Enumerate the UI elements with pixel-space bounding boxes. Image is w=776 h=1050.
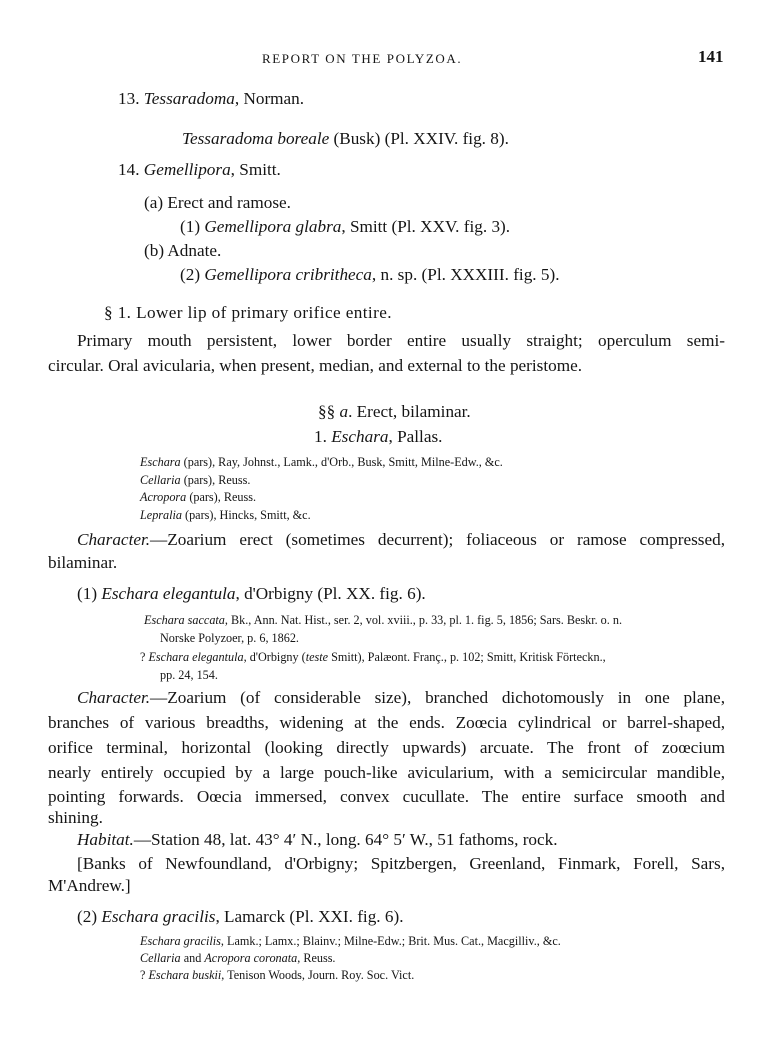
entry-14: 14. Gemellipora, Smitt. — [118, 160, 281, 179]
genus-character-line-2: bilaminar. — [48, 553, 118, 572]
species-2-reference: Cellaria and Acropora coronata, Reuss. — [140, 951, 336, 965]
genus-heading: 1. Eschara, Pallas. — [314, 427, 443, 446]
synonym-line: Cellaria (pars), Reuss. — [140, 473, 251, 487]
species-1-reference: ? Eschara elegantula, d'Orbigny (teste Smitt), Palæont. Franç., p. 102; Smitt, Kritisk Förteckn., — [140, 650, 606, 664]
species-2-reference: Eschara gracilis, Lamk.; Lamx.; Blainv.; Milne-Edw.; Brit. Mus. Cat., Macgilliv., &c. — [140, 934, 561, 948]
entry-13: 13. Tessaradoma, Norman. — [118, 89, 305, 108]
species-1-character-line: nearly entirely occupied by a large pouch-like avicularium, with a semicircular mandible, — [48, 763, 725, 782]
species-2-heading: (2) Eschara gracilis, Lamarck (Pl. XXI. fig. 6). — [77, 907, 404, 926]
species-1-character-line: shining. — [48, 808, 103, 827]
entry-14-2: (2) Gemellipora cribritheca, n. sp. (Pl. XXXIII. fig. 5). — [180, 265, 560, 284]
entry-14a: (a) Erect and ramose. — [144, 193, 291, 212]
section-1-desc-line-2: circular. Oral avicularia, when present, median, and external to the peristome. — [48, 356, 583, 375]
synonym-line: Acropora (pars), Reuss. — [140, 490, 256, 504]
synonym-line: Eschara (pars), Ray, Johnst., Lamk., d'Orb., Busk, Smitt, Milne-Edw., &c. — [140, 455, 503, 469]
species-2-reference: ? Eschara buskii, Tenison Woods, Journ. Roy. Soc. Vict. — [140, 968, 415, 982]
entry-14b: (b) Adnate. — [144, 241, 222, 260]
species-1-character-line: pointing forwards. Oœcia immersed, convex cucullate. The entire surface smooth and — [48, 787, 725, 806]
species-1-distribution-cont: M'Andrew.] — [48, 876, 131, 895]
running-header-title: REPORT ON THE POLYZOA. — [262, 51, 463, 66]
genus-character-line-1: Character.—Zoarium erect (sometimes decurrent); foliaceous or ramose compressed, — [77, 530, 725, 549]
species-1-reference: Eschara saccata, Bk., Ann. Nat. Hist., ser. 2, vol. xviii., p. 33, pl. 1. fig. 5, 1856; Sars. Beskr. o. n. — [144, 613, 623, 627]
species-1-heading: (1) Eschara elegantula, d'Orbigny (Pl. XX. fig. 6). — [77, 584, 426, 603]
subsection-heading: §§ a. Erect, bilaminar. — [318, 402, 471, 421]
species-1-reference-cont: Norske Polyzoer, p. 6, 1862. — [160, 631, 299, 645]
species-1-habitat: Habitat.—Station 48, lat. 43° 4′ N., long. 64° 5′ W., 51 fathoms, rock. — [77, 830, 558, 849]
species-1-reference-cont: pp. 24, 154. — [160, 668, 218, 682]
page-number: 141 — [698, 47, 724, 66]
synonym-line: Lepralia (pars), Hincks, Smitt, &c. — [140, 508, 311, 522]
species-1-character-line: Character.—Zoarium (of considerable size), branched dichotomously in one plane, — [77, 688, 725, 707]
species-1-distribution: [Banks of Newfoundland, d'Orbigny; Spitzbergen, Greenland, Finmark, Forell, Sars, — [77, 854, 725, 873]
section-1-desc-line-1: Primary mouth persistent, lower border entire usually straight; operculum semi- — [77, 331, 725, 350]
section-1-heading: § 1. Lower lip of primary orifice entire. — [104, 303, 392, 322]
species-1-character-line: orifice terminal, horizontal (looking directly upwards) arcuate. The front of zoœcium — [48, 738, 725, 757]
entry-14-1: (1) Gemellipora glabra, Smitt (Pl. XXV. fig. 3). — [180, 217, 511, 236]
species-1-character-line: branches of various breadths, widening at the ends. Zoœcia cylindrical or barrel-shaped, — [48, 713, 725, 732]
entry-13-species: Tessaradoma boreale (Busk) (Pl. XXIV. fig. 8). — [182, 129, 509, 148]
